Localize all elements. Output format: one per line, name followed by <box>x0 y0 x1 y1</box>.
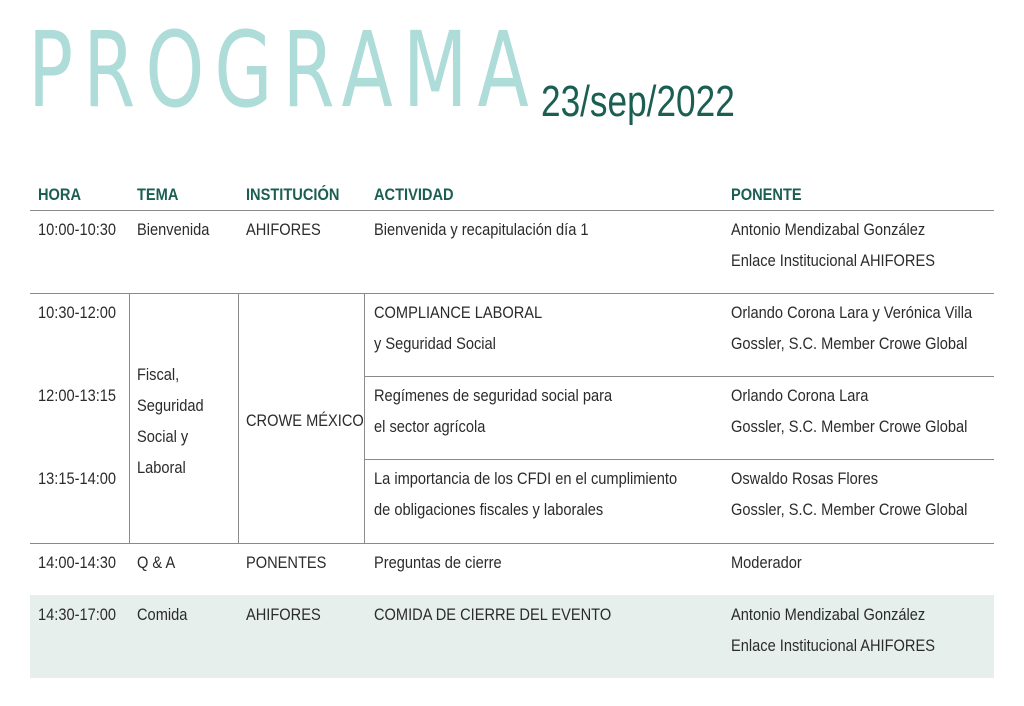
header-hora: HORA <box>38 185 82 204</box>
row-0-ponente-name: Antonio Mendizabal González <box>731 220 926 239</box>
header-tema: TEMA <box>137 185 179 204</box>
merged-institucion: CROWE MÉXICO <box>246 411 364 430</box>
rule <box>30 293 994 294</box>
row-2-ponente-name: Orlando Corona Lara <box>731 386 869 405</box>
row-4-actividad: Preguntas de cierre <box>374 553 502 572</box>
merged-tema-line4: Laboral <box>137 458 186 477</box>
row-0-hora: 10:00-10:30 <box>38 220 117 239</box>
merged-tema-line3: Social y <box>137 427 189 446</box>
row-2-actividad-line2: el sector agrícola <box>374 417 486 436</box>
page-title: PROGRAMA <box>28 9 539 131</box>
rule <box>364 376 994 377</box>
event-date: 23/sep/2022 <box>541 77 735 126</box>
row-2-actividad-line1: Regímenes de seguridad social para <box>374 386 613 405</box>
header-ponente: PONENTE <box>731 185 802 204</box>
row-4-hora: 14:00-14:30 <box>38 553 117 572</box>
row-2-hora: 12:00-13:15 <box>38 386 117 405</box>
merged-tema-line1: Fiscal, <box>137 365 180 384</box>
row-1-actividad-line1: COMPLIANCE LABORAL <box>374 303 543 322</box>
row-5-actividad: COMIDA DE CIERRE DEL EVENTO <box>374 605 612 624</box>
rule <box>364 459 994 460</box>
row-4-tema: Q & A <box>137 553 176 572</box>
row-2-ponente-org: Gossler, S.C. Member Crowe Global <box>731 417 968 436</box>
row-3-actividad-line2: de obligaciones fiscales y laborales <box>374 500 604 519</box>
header-institucion: INSTITUCIÓN <box>246 185 340 204</box>
rule <box>129 293 130 543</box>
row-5-hora: 14:30-17:00 <box>38 605 117 624</box>
row-4-ponente-name: Moderador <box>731 553 802 572</box>
merged-tema-line2: Seguridad <box>137 396 204 415</box>
row-3-ponente-name: Oswaldo Rosas Flores <box>731 469 879 488</box>
row-0-ponente-org: Enlace Institucional AHIFORES <box>731 251 935 270</box>
rule <box>30 543 994 544</box>
row-1-ponente-name: Orlando Corona Lara y Verónica Villa <box>731 303 973 322</box>
rule <box>30 210 994 211</box>
row-5-tema: Comida <box>137 605 188 624</box>
row-0-actividad: Bienvenida y recapitulación día 1 <box>374 220 589 239</box>
row-0-institucion: AHIFORES <box>246 220 321 239</box>
row-1-ponente-org: Gossler, S.C. Member Crowe Global <box>731 334 968 353</box>
row-1-hora: 10:30-12:00 <box>38 303 117 322</box>
row-5-ponente-org: Enlace Institucional AHIFORES <box>731 636 935 655</box>
row-3-actividad-line1: La importancia de los CFDI en el cumplimiento <box>374 469 678 488</box>
row-3-ponente-org: Gossler, S.C. Member Crowe Global <box>731 500 968 519</box>
row-5-ponente-name: Antonio Mendizabal González <box>731 605 926 624</box>
row-3-hora: 13:15-14:00 <box>38 469 117 488</box>
row-1-actividad-line2: y Seguridad Social <box>374 334 496 353</box>
rule <box>238 293 239 543</box>
header-actividad: ACTIVIDAD <box>374 185 454 204</box>
row-0-tema: Bienvenida <box>137 220 210 239</box>
row-5-institucion: AHIFORES <box>246 605 321 624</box>
row-4-institucion: PONENTES <box>246 553 327 572</box>
